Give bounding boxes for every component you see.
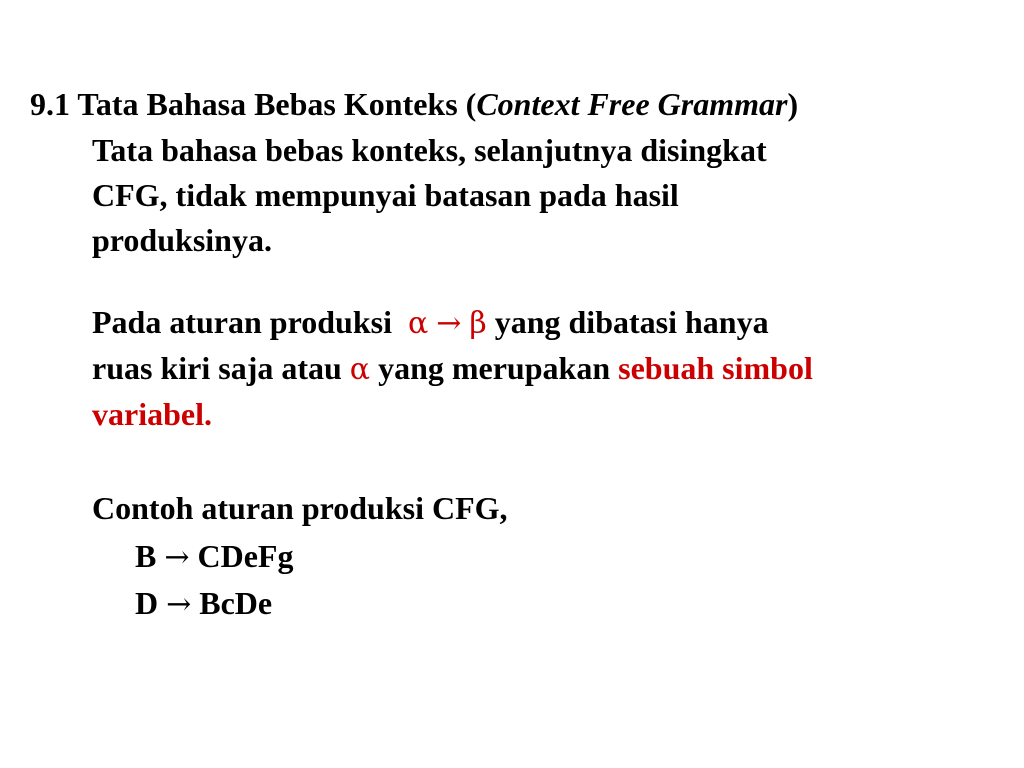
arrow-icon: → [436, 306, 462, 341]
heading-close-paren: ) [787, 86, 799, 122]
rule-text: Pada aturan produksi [92, 304, 392, 340]
example-intro [92, 486, 1002, 531]
beta-symbol: β [469, 306, 487, 341]
arrow-icon: → [164, 540, 190, 575]
production-rule [135, 534, 293, 580]
paragraph-line [92, 300, 1002, 346]
section-number: 9.1 [30, 86, 70, 122]
production-rule [135, 581, 272, 627]
alpha-symbol: α [407, 306, 429, 341]
arrow-icon: → [166, 587, 192, 622]
production-lhs: B [135, 538, 157, 574]
alpha-symbol: α [349, 352, 371, 387]
highlight-text: variabel. [92, 396, 212, 432]
paragraph-line: Tata bahasa bebas konteks, selanjutnya disingkat [92, 132, 767, 168]
heading-italic-term: Context Free Grammar [476, 86, 788, 122]
example-intro-text: Contoh aturan produksi CFG, [92, 490, 508, 526]
production-rhs: BcDe [199, 585, 273, 621]
paragraph-line: produksinya. [92, 222, 272, 258]
rule-text: yang dibatasi hanya [494, 304, 769, 340]
rule-text: yang merupakan [378, 350, 611, 386]
production-lhs: D [135, 585, 159, 621]
rule-text: ruas kiri saja atau [92, 350, 342, 386]
production-rhs: CDeFg [197, 538, 294, 574]
heading-text: Tata Bahasa Bebas Konteks ( [77, 86, 477, 122]
definition-paragraph [92, 128, 1002, 263]
rule-paragraph [92, 300, 1002, 437]
paragraph-line [92, 346, 1002, 392]
highlight-text: sebuah simbol [618, 350, 813, 386]
paragraph-line: CFG, tidak mempunyai batasan pada hasil [92, 177, 679, 213]
section-heading [30, 80, 798, 128]
